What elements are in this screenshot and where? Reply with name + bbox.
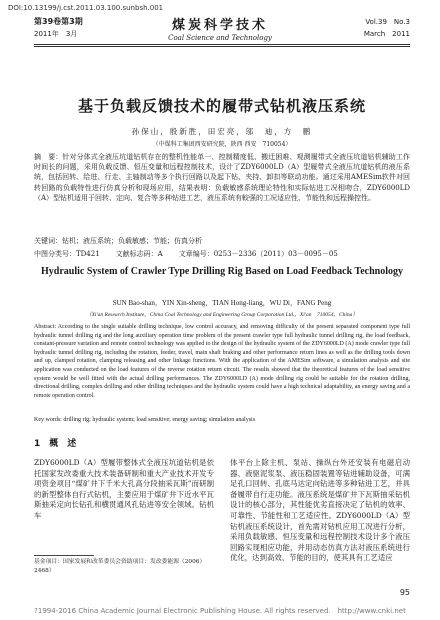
authors-en: SUN Bao-shan，YIN Xin-sheng，TIAN Hong-liang，WU Di，FANG Peng (112, 299, 332, 307)
paper-title-en: Hydraulic System of Crawler Type Drilling Rig Based on Load Feedback Technology (41, 266, 403, 277)
date-en: March 2011 (363, 30, 410, 38)
header-rule-thin (34, 46, 410, 47)
article-number: 文章编号：0253－2336（2011）03－0095－05 (178, 250, 338, 258)
classification-line (34, 249, 410, 259)
header-right (364, 16, 410, 40)
abstract-en: Abstract: According to the single suitable drilling technique, low control accuracy, and removing difficulty of the present separated component type full hydraulic tunnel drilling rig and the long auxiliary operation time problem of the present crawler type full hydraulic tunnel drilling rig, the load feedback, constant-pressure variation and remote control technology was applied to the design of the hydraulic system of the ZDY6000LD (A) mode crawler type full hydraulic tunnel drilling rig, including the rotation, feeder, travel, main shaft braking and other performance return lines as well as the drilling tools down and up, clamped rotation, clamping releasing and other linkage functions. With the application of the AMESim software, a simulation analysis and site application was conducted on the load features of the reverse rotation return circuit. The results showed that the theoretical features of the load sensitive system would be well fitted with the actual drilling performances. The ZDY6000LD (A) mode drilling rig could be suitable for the rotation drilling, directional drilling, complex drilling and other drilling techniques and the hydraulic system could have a high technical adaptability, an energy saving and a remote operation control. (34, 324, 410, 399)
volume-cn: 第39卷第3期 (34, 17, 83, 26)
page-number: 95 (399, 588, 410, 597)
volume-en: Vol.39 No.3 (365, 18, 410, 26)
journal-masthead (140, 14, 300, 42)
section-heading: 1 概 述 (34, 439, 77, 449)
doi-text: DOI:10.13199/j.cst.2011.03.100.sunbsh.001 (8, 4, 164, 12)
header-rule (34, 44, 410, 45)
keywords-cn: 关键词：钻机；液压系统；负载敏感；节能；仿真分析 (34, 237, 202, 245)
body-column-left: ZDY6000LD（A）型履带整体式全液压坑道钻机是依托国家发改委重大技术装备研制和重大产业技术开发专项资金项目“煤矿井下千米大孔高分段抽采瓦斯”而研制的新型整体自行式钻机，主要应用于煤矿井下近水平瓦斯抽采定向长钻孔和横贯通风孔钻进等安全领域。钻机车 (34, 458, 214, 520)
header-left (34, 16, 83, 40)
copyright-footer: ?1994-2016 China Academic Journal Electronic Publishing House. All rights reserved. http://www.cnki.net (34, 607, 406, 615)
date-cn: 2011年 3月 (34, 30, 78, 38)
body-column-right: 体平台上除主机、泵站、操纵台外还安装有电磁启动器、液驱泥浆泵、液压稳固装置等钻进辅助设备，可满足孔口回转、孔底马达定向钻进等多种钻进工艺，并具备履带自行走功能。液压系统是煤矿井下瓦斯抽采钻机设计的核心部分，其性能优劣直接决定了钻机的效率、可靠性、节能性和工艺适应性。ZDY6000LD（A）型钻机液压系统设计，首先需对钻机应用工况进行分析，采用负载敏感、恒压变量和远程控制技术设计多个液压回路实现相应功能，并用动态仿真方法对液压系统进行优化，达到高效、节能的目的，使其具有工艺适应 (230, 458, 410, 563)
affiliation-en: （Xi'an Research Institute，China Coal Technology and Engineering Group Corporation Ltd.，Xi'an 710054，China） (86, 312, 358, 318)
funding-footnote: 基金项目：国家发展和改革委员会资助项目：发改委能源（2006）2468） (34, 559, 206, 574)
paper-title-cn: 基于负载反馈技术的履带式钻机液压系统 (77, 97, 366, 115)
journal-title-cn: 煤炭科学技术 (171, 18, 268, 33)
document-code: 文献标志码：A (115, 250, 163, 258)
journal-title-en: Coal Science and Technology (168, 34, 272, 42)
affiliation-cn: （中煤科工集团西安研究院，陕西 西安 710054） (152, 141, 292, 148)
footnote-rule (34, 555, 94, 556)
keywords-en: Key words: drilling rig; hydraulic system; load sensitive; energy saving; simulation analysis (34, 417, 256, 423)
clc-number: 中图分类号：TD421 (34, 250, 100, 258)
authors-cn: 孙保山，殷新胜，田宏亮，邬 迪，方 鹏 (131, 127, 313, 136)
abstract-cn: 摘 要：针对分体式全液压坑道钻机存在的整机性能单一、控制精度低、搬迁困难、观测履带式全液压坑道钻机辅助工作时间长的问题，采用负载反馈、恒压变量和远程控制技术，设计了ZDY6000LD（A）型履带式全液压坑道钻机的液压系统，包括回转、给进、行走、主轴制动等多个执行回路以及起下钻、夹持、卸扣等联动功能。通过采用AMESim软件对回转回路的负载特性进行仿真分析和现场应用，结果表明：负载敏感系统理论特性和实际钻进工况相吻合，ZDY6000LD（A）型钻机适用于回转、定向、复合等多种钻进工艺，液压系统有較强的工况适应性、节能性和远程操控性。 (34, 153, 410, 202)
